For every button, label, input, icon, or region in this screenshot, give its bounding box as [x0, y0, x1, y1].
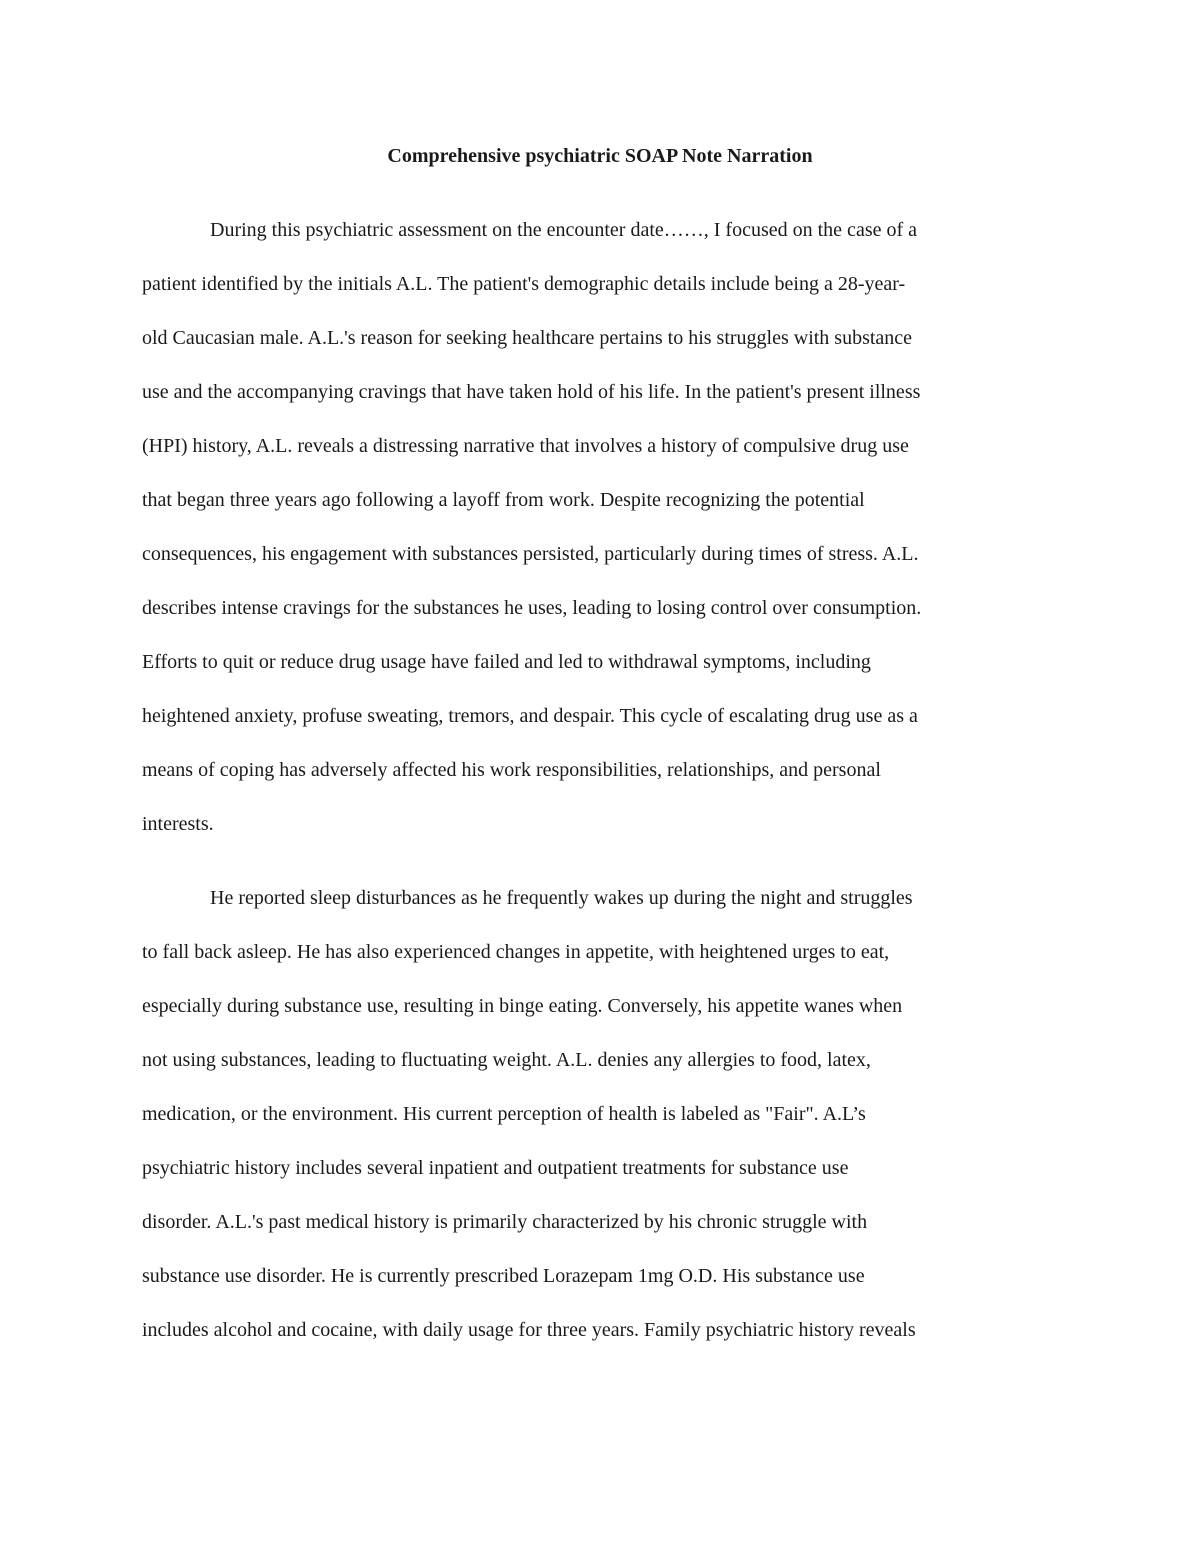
paragraph-line: During this psychiatric assessment on the encounter date……, I focused on the case of a [210, 219, 918, 241]
paragraph-line: medication, or the environment. His current perception of health is labeled as "Fair". A.L’s [142, 1103, 866, 1125]
paragraph-line: patient identified by the initials A.L. The patient's demographic details include being a 28-year- [142, 273, 906, 295]
paragraph-line: means of coping has adversely affected his work responsibilities, relationships, and personal [142, 759, 881, 781]
paragraph-line: heightened anxiety, profuse sweating, tremors, and despair. This cycle of escalating drug use as a [142, 705, 918, 727]
paragraph-line: consequences, his engagement with substances persisted, particularly during times of stress. A.L. [142, 543, 919, 565]
paragraph-line: includes alcohol and cocaine, with daily usage for three years. Family psychiatric history reveals [142, 1319, 916, 1341]
paragraph-1 [142, 215, 1082, 863]
paragraph-line: to fall back asleep. He has also experienced changes in appetite, with heightened urges to eat, [142, 941, 890, 963]
paragraph-line: disorder. A.L.'s past medical history is primarily characterized by his chronic struggle with [142, 1211, 868, 1233]
paragraph-line: (HPI) history, A.L. reveals a distressing narrative that involves a history of compulsive drug use [142, 435, 909, 457]
paragraph-line: describes intense cravings for the substances he uses, leading to losing control over consumption. [142, 597, 922, 619]
paragraph-line: not using substances, leading to fluctuating weight. A.L. denies any allergies to food, latex, [142, 1049, 871, 1071]
paragraph-line: Efforts to quit or reduce drug usage have failed and led to withdrawal symptoms, including [142, 651, 871, 673]
paragraph-line: old Caucasian male. A.L.'s reason for seeking healthcare pertains to his struggles with substance [142, 327, 913, 349]
paragraph-line: psychiatric history includes several inpatient and outpatient treatments for substance use [142, 1157, 849, 1179]
paragraph-line: interests. [142, 813, 214, 835]
paragraph-line: especially during substance use, resulting in binge eating. Conversely, his appetite wanes when [142, 995, 903, 1017]
paragraph-2 [142, 883, 1082, 1369]
document-title: Comprehensive psychiatric SOAP Note Narration [387, 145, 813, 167]
paragraph-line: substance use disorder. He is currently prescribed Lorazepam 1mg O.D. His substance use [142, 1265, 865, 1287]
paragraph-line: use and the accompanying cravings that have taken hold of his life. In the patient's present illness [142, 381, 921, 403]
paragraph-line: He reported sleep disturbances as he frequently wakes up during the night and struggles [210, 887, 913, 909]
paragraph-line: that began three years ago following a layoff from work. Despite recognizing the potential [142, 489, 865, 511]
